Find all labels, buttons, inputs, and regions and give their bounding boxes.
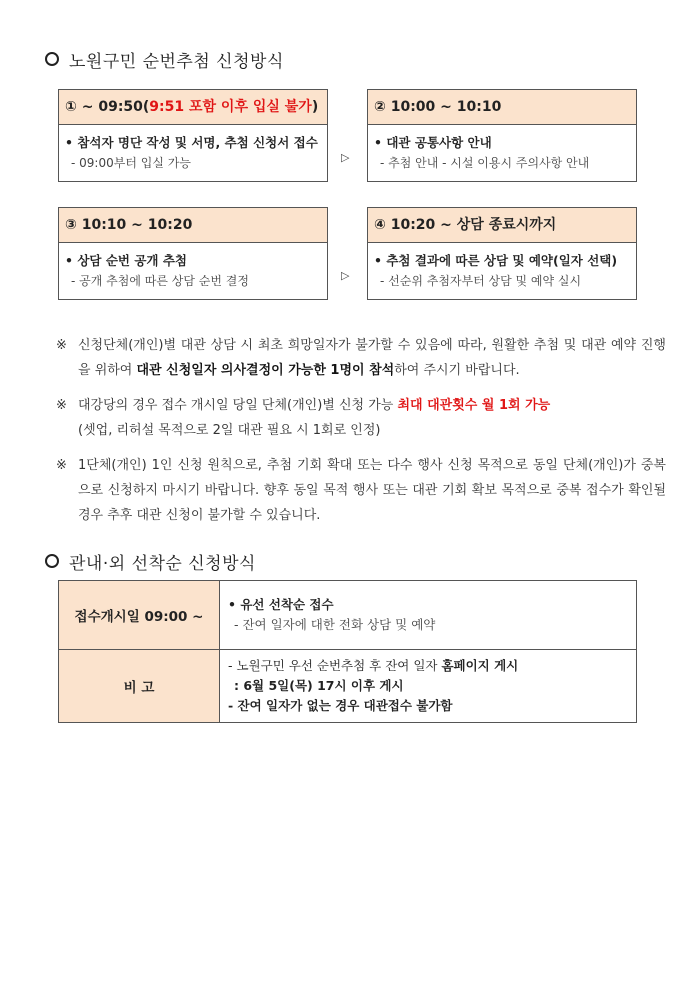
step-3-main: • 상담 순번 공개 추첨 bbox=[65, 253, 187, 268]
circle-bullet-icon bbox=[45, 554, 59, 568]
step-2-header: ② 10:00 ~ 10:10 bbox=[368, 90, 636, 125]
step-3-sub: - 공개 추첨에 따른 상담 순번 결정 bbox=[71, 274, 249, 288]
step-4-box bbox=[367, 207, 637, 300]
step-1-box bbox=[58, 89, 328, 182]
row-content-remarks: - 노원구민 우선 순번추첨 후 잔여 일자 홈페이지 게시 : 6월 5일(목) 17시 이후 게시 - 잔여 일자가 없는 경우 대관접수 불가함 bbox=[220, 650, 637, 723]
row-content-start: • 유선 선착순 접수 - 잔여 일자에 대한 전화 상담 및 예약 bbox=[220, 581, 637, 650]
reference-mark-icon: ※ bbox=[56, 398, 67, 413]
step-4-header: ④ 10:20 ~ 상담 종료시까지 bbox=[368, 208, 636, 243]
note-2: ※ 대강당의 경우 접수 개시일 당일 단체(개인)별 신청 가능 최대 대관횟수 월 1회 가능 (셋업, 리허설 목적으로 2일 대관 필요 시 1회로 인정) bbox=[56, 393, 666, 443]
note-3: ※ 1단체(개인) 1인 신청 원칙으로, 추첨 기회 확대 또는 다수 행사 신청 목적으로 동일 단체(개인)가 중복으로 신청하지 마시기 바랍니다. 향후 동일 목적 행사 또는 대관 기회 확보 목적으로 중복 접수가 확인될 경우 추후 대관 신청이 불가할 수 있습니다. bbox=[56, 453, 666, 528]
row-label-start: 접수개시일 09:00 ~ bbox=[59, 581, 220, 650]
step-1-sub: - 09:00부터 입실 가능 bbox=[71, 156, 191, 170]
circle-bullet-icon bbox=[45, 52, 59, 66]
arrow-right-icon: ▷ bbox=[341, 269, 350, 282]
reference-mark-icon: ※ bbox=[56, 338, 67, 353]
first-come-table bbox=[58, 580, 637, 723]
step-3-header: ③ 10:10 ~ 10:20 bbox=[59, 208, 327, 243]
step-4-main: • 추첨 결과에 따른 상담 및 예약(일자 선택) bbox=[374, 253, 618, 268]
step-2-main: • 대관 공통사항 안내 bbox=[374, 135, 492, 150]
row-label-remarks: 비 고 bbox=[59, 650, 220, 723]
table-row bbox=[59, 581, 637, 650]
step-1-main: • 참석자 명단 작성 및 서명, 추첨 신청서 접수 bbox=[65, 135, 318, 150]
arrow-right-icon: ▷ bbox=[341, 151, 350, 164]
step-3-box bbox=[58, 207, 328, 300]
section1-title: 노원구민 순번추첨 신청방식 bbox=[45, 47, 284, 72]
reference-mark-icon: ※ bbox=[56, 458, 67, 473]
step-4-sub: - 선순위 추첨자부터 상담 및 예약 실시 bbox=[380, 274, 582, 288]
table-row bbox=[59, 650, 637, 723]
step-1-header: ① ~ 09:50(9:51 포함 이후 입실 불가) bbox=[59, 90, 327, 125]
step-2-sub: - 추첨 안내 - 시설 이용시 주의사항 안내 bbox=[380, 156, 590, 170]
step-2-box bbox=[367, 89, 637, 182]
section2-title: 관내·외 선착순 신청방식 bbox=[45, 549, 256, 574]
note-1: ※ 신청단체(개인)별 대관 상담 시 최초 희망일자가 불가할 수 있음에 따라, 원활한 추첨 및 대관 예약 진행을 위하여 대관 신청일자 의사결정이 가능한 1명이 참석하여 주시기 바랍니다. bbox=[56, 333, 666, 383]
